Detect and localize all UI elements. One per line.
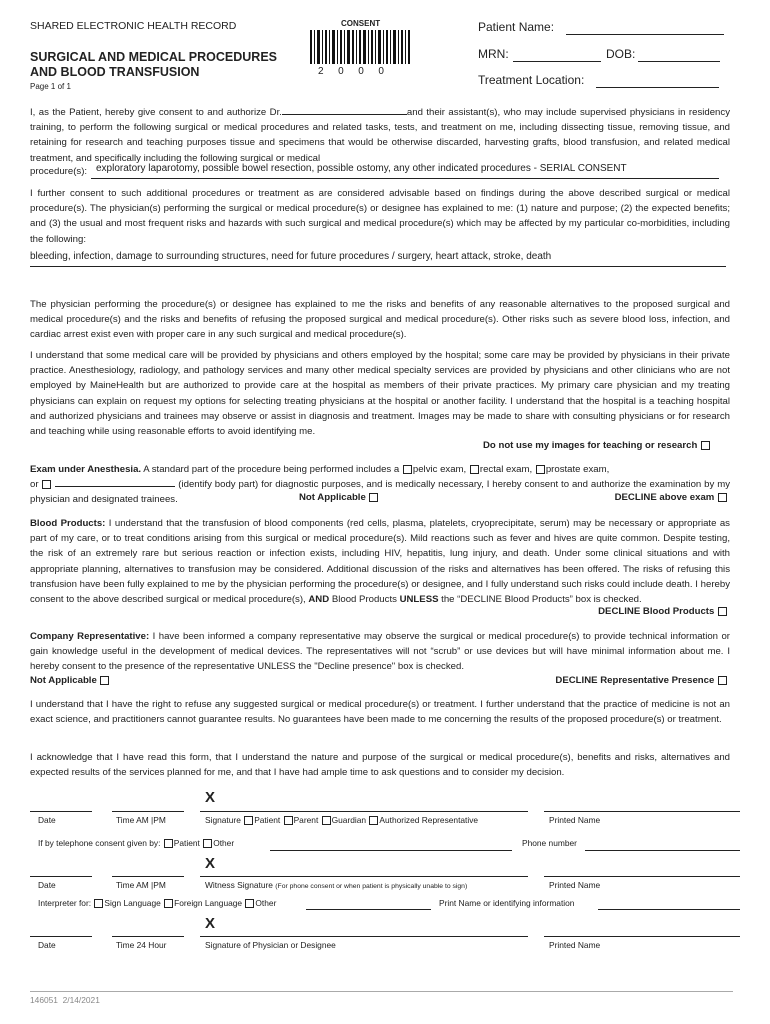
physician-time-label: Time 24 Hour xyxy=(116,940,167,950)
barcode xyxy=(310,30,410,64)
treatment-location-field[interactable] xyxy=(596,87,719,88)
signer-type-options: Signature Patient Parent Guardian Authorized Representative xyxy=(205,815,479,825)
witness-date-label: Date xyxy=(38,880,56,890)
procedures-label: procedure(s): xyxy=(30,166,88,177)
record-type: SHARED ELECTRONIC HEALTH RECORD xyxy=(30,20,237,32)
risks-value[interactable]: bleeding, infection, damage to surrounding structures, need for future procedures / surgery, heart attack, stroke, death xyxy=(30,251,552,262)
dob-label: DOB: xyxy=(606,47,636,61)
anesthesia-na-checkbox[interactable] xyxy=(369,493,378,502)
form-title-line1: SURGICAL AND MEDICAL PROCEDURES xyxy=(30,50,278,64)
care-providers-paragraph: I understand that some medical care will be provided by physicians and others employed by the hospital; some care may be provided by physicians in their private practice. Anesthesiology, radiology, and pathology services and many other medical specialty services are provided by physicians and other clinicians who are not employed by MaineHealth but are authorized to provide care at the hospital as members of their private practices. My primary care physician and my treating physicians can explain on request my options for selecting treating physicians at the hospital or another facility. I understand that the hospital is a teaching hospital and authorized physicians and trainees may observe or assist in diagnosis and treatment. Images may be made to share with consulting physicians or for research and teaching while using reasonable efforts to avoid identifying me. xyxy=(30,350,730,438)
physician-x-mark: X xyxy=(205,915,216,932)
time-label: Time AM |PM xyxy=(116,815,166,825)
interpreter-options: Interpreter for: Sign Language Foreign Language Other xyxy=(38,898,277,908)
risks-underline xyxy=(30,266,726,267)
company-rep-paragraph: Company Representative: I have been informed a company representative may observe the surgical or medical procedure(s) to provide technical information or gain knowledge useful in the development of medical devices. The representatives will not “scrub” or use devices but will have minimal information about me. I hereby consent to the presence of the representative UNLESS the "Decline presence" box is checked. xyxy=(30,631,731,673)
printed-name-line[interactable] xyxy=(544,811,740,812)
physician-printed-name-line[interactable] xyxy=(544,936,740,937)
blood-products-paragraph: Blood Products: I understand that the transfusion of blood components (red cells, plasma, platelets, cryoprecipitate, serum) may be necessary or appropriate as part of my care, or to treat conditions arising from this surgical or medical procedure(s). Mild reactions such as fever and hives are quite common. Despite testing, the risk of an extremely rare but serious reaction or infection exists, including HIV, hepatitis, lung injury, and death. Under some clinical situations and with appropriate planning, alternatives to transfusion may be considered. Additional discussion of the risks and alternatives has been offered. The risks of refusing this transfusion have been fully explained to me by the physician performing the procedure(s) or designee, and I fully understand such risks could include death. I hereby consent to the above described surgical or medical procedure(s), AND Blood Products UNLESS the “DECLINE Blood Products” box is checked. xyxy=(30,518,730,606)
consent-label: CONSENT xyxy=(341,19,381,28)
witness-signature-line[interactable] xyxy=(200,876,528,877)
interpreter-other-checkbox[interactable] xyxy=(245,899,254,908)
interpreter-id-label: Print Name or identifying information xyxy=(439,898,575,908)
decline-exam-checkbox[interactable] xyxy=(718,493,727,502)
date-line[interactable] xyxy=(30,811,92,812)
guardian-checkbox[interactable] xyxy=(322,816,331,825)
signature-line[interactable] xyxy=(200,811,528,812)
anesthesia-not-applicable[interactable]: Not Applicable xyxy=(299,492,379,503)
phone-consent-options: If by telephone consent given by: Patient Other xyxy=(38,838,235,848)
decline-rep-checkbox[interactable] xyxy=(718,676,727,685)
decline-exam-option[interactable]: DECLINE above exam xyxy=(615,492,728,503)
procedures-underline xyxy=(91,178,719,179)
date-label: Date xyxy=(38,815,56,825)
rectal-exam-checkbox[interactable] xyxy=(470,465,479,474)
phone-number-line[interactable] xyxy=(585,850,740,851)
parent-checkbox[interactable] xyxy=(284,816,293,825)
treatment-location-label: Treatment Location: xyxy=(478,73,585,87)
patient-checkbox[interactable] xyxy=(244,816,253,825)
decline-blood-checkbox[interactable] xyxy=(718,607,727,616)
no-images-option[interactable]: Do not use my images for teaching or research xyxy=(483,440,711,451)
physician-signature-label: Signature of Physician or Designee xyxy=(205,940,336,950)
interpreter-id-line[interactable] xyxy=(598,909,740,910)
rep-na-checkbox[interactable] xyxy=(100,676,109,685)
body-part-field[interactable] xyxy=(55,477,175,487)
interpreter-other-line[interactable] xyxy=(306,909,431,910)
form-number: 146051 2/14/2021 xyxy=(30,995,100,1005)
signature-x-mark: X xyxy=(205,789,216,806)
anesthesia-paragraph: Exam under Anesthesia. A standard part of the procedure being performed includes a pelvic exam, rectal exam, prostate exam, or (identify body part) for diagnostic purposes, and is medically necessary, I hereby consent to and authorize the examination by my physician and designated trainees. xyxy=(30,464,730,506)
decline-rep-option[interactable]: DECLINE Representative Presence xyxy=(555,675,728,686)
phone-number-label: Phone number xyxy=(522,838,577,848)
prostate-exam-checkbox[interactable] xyxy=(536,465,545,474)
other-body-part-checkbox[interactable] xyxy=(42,480,51,489)
acknowledgement-paragraph: I acknowledge that I have read this form, that I understand the nature and purpose of the surgical or medical procedure(s), benefits and risks, alternatives and expected results of the services planned for me, and that I have had ample time to ask questions and to consider my decision. xyxy=(30,752,730,779)
pelvic-exam-checkbox[interactable] xyxy=(403,465,412,474)
page-number: Page 1 of 1 xyxy=(30,82,71,91)
mrn-label: MRN: xyxy=(478,47,509,61)
witness-printed-name-line[interactable] xyxy=(544,876,740,877)
patient-name-field[interactable] xyxy=(566,34,724,35)
dob-field[interactable] xyxy=(638,61,720,62)
mrn-field[interactable] xyxy=(513,61,601,62)
rep-not-applicable[interactable]: Not Applicable xyxy=(30,675,110,686)
no-images-checkbox[interactable] xyxy=(701,441,710,450)
decline-blood-option[interactable]: DECLINE Blood Products xyxy=(598,606,728,617)
witness-x-mark: X xyxy=(205,855,216,872)
barcode-number: 2 0 0 0 xyxy=(318,66,387,77)
patient-name-label: Patient Name: xyxy=(478,20,555,34)
physician-signature-line[interactable] xyxy=(200,936,528,937)
witness-time-label: Time AM |PM xyxy=(116,880,166,890)
right-to-refuse-paragraph: I understand that I have the right to refuse any suggested surgical or medical procedure(s) or treatment. I further understand that the practice of medicine is not an exact science, and practitioners cannot guarantee results. No guarantees have been made to me concerning the results of the proposed procedure(s) or treatment. xyxy=(30,699,730,726)
physician-time-line[interactable] xyxy=(112,936,184,937)
physician-date-line[interactable] xyxy=(30,936,92,937)
witness-signature-label: Witness Signature (For phone consent or when patient is physically unable to sign) xyxy=(205,880,468,890)
phone-other-checkbox[interactable] xyxy=(203,839,212,848)
sign-language-checkbox[interactable] xyxy=(94,899,103,908)
additional-consent-paragraph: I further consent to such additional procedures or treatment as are considered advisable based on findings during the above described surgical or medical procedure(s). The physician(s) performing the surgical or medical procedure(s) or designee has explained to me: (1) nature and purpose; (2) the expected benefits; and (3) the usual and most frequent risks and hazards with such surgical and medical procedure(s) which may be affected by my particular co-morbidities, including the following: xyxy=(30,188,730,245)
witness-printed-name-label: Printed Name xyxy=(549,880,601,890)
doctor-name-field[interactable] xyxy=(282,105,407,115)
witness-date-line[interactable] xyxy=(30,876,92,877)
consent-paragraph: I, as the Patient, hereby give consent to and authorize Dr. and their assistant(s), who may include supervised physicians in residency training, to perform the following surgical or medical procedures and related tasks, tests, and treatment on me, including dissecting tissue, removing tissue, and retaining for research and teaching purposes tissue and specimens that would be otherwise discarded, harvesting grafts, blood transfusion, and related medical treatment, and specifically including the following surgical or medical xyxy=(30,107,730,164)
authorized-rep-checkbox[interactable] xyxy=(369,816,378,825)
footer-divider xyxy=(30,991,733,992)
time-line[interactable] xyxy=(112,811,184,812)
form-title-line2: AND BLOOD TRANSFUSION xyxy=(30,65,200,79)
printed-name-label: Printed Name xyxy=(549,815,601,825)
physician-printed-name-label: Printed Name xyxy=(549,940,601,950)
phone-patient-checkbox[interactable] xyxy=(164,839,173,848)
procedures-value[interactable]: exploratory laparotomy, possible bowel resection, possible ostomy, any other indicated procedures - SERIAL CONSENT xyxy=(96,163,627,174)
foreign-language-checkbox[interactable] xyxy=(164,899,173,908)
phone-consent-name-line[interactable] xyxy=(270,850,512,851)
physician-date-label: Date xyxy=(38,940,56,950)
alternatives-paragraph: The physician performing the procedure(s) or designee has explained to me the risks and benefits of any reasonable alternatives to the proposed surgical and medical procedure(s) and the risks and benefits of refusing the proposed surgical and medical procedure(s). Other risks such as severe blood loss, infection, and cardiac arrest exist even with proper care in any such surgical and medical procedure(s). xyxy=(30,299,730,341)
witness-time-line[interactable] xyxy=(112,876,184,877)
